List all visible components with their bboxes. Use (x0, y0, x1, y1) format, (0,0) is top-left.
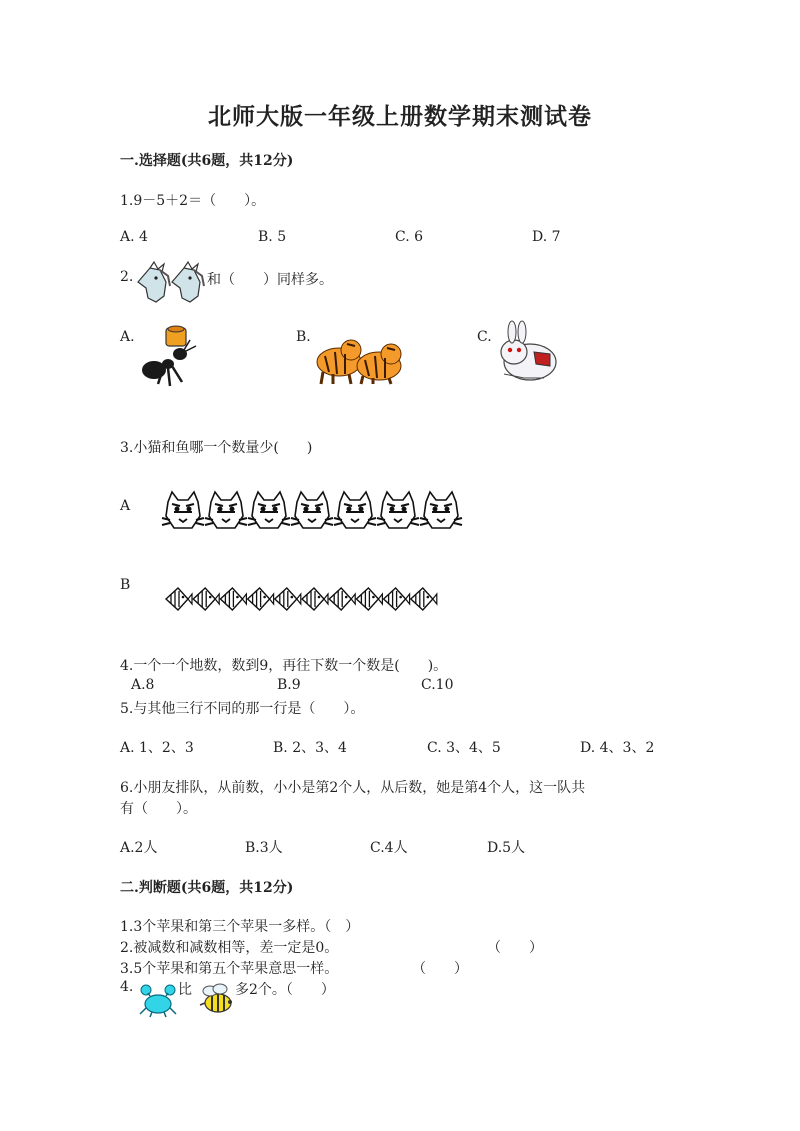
fish-icon (193, 588, 219, 610)
judgment-4-compare: 比 (178, 982, 192, 998)
q1-option-c: C. 6 (395, 229, 424, 245)
q5-option-a: A. 1、2、3 (120, 740, 194, 756)
fish-icon (329, 588, 355, 610)
page-title: 北师大版一年级上册数学期末测试卷 (208, 103, 592, 130)
cat-face-icon (205, 492, 247, 528)
question-6-line-1: 6.小朋友排队，从前数，小小是第2个人，从后数，她是第4个人，这一队共 (120, 780, 586, 796)
cat-face-icon (420, 492, 462, 528)
q2-option-b: B. (296, 329, 311, 345)
q3-row-a-label: A (120, 498, 131, 514)
crab-image (138, 982, 178, 1018)
q2-option-a: A. (120, 329, 135, 345)
q5-option-c: C. 3、4、5 (427, 740, 501, 756)
q2-option-c: C. (477, 329, 492, 345)
judgment-3: 3.5个苹果和第五个苹果意思一样。 (120, 961, 339, 977)
fish-icon (356, 588, 382, 610)
question-1: 1.9－5＋2＝（ ）。 (120, 193, 266, 209)
q1-option-b: B. 5 (258, 229, 287, 245)
question-6-line-2: 有（ ）。 (120, 801, 197, 817)
fish-icon (411, 588, 437, 610)
fish-row (164, 586, 444, 614)
judgment-1: 1.3个苹果和第三个苹果一多样。（ ） (120, 919, 360, 935)
section-heading-judgment: 二.判断题(共6题，共12分) (120, 880, 294, 896)
tiger-1 (317, 340, 361, 384)
rabbit-image (494, 322, 564, 386)
judgment-2-paren: （ ） (487, 940, 543, 956)
question-4: 4.一个一个地数，数到9，再往下数一个数是( )。 (120, 658, 448, 674)
q4-option-a: A.8 (131, 677, 155, 693)
judgment-4-prefix: 4. (120, 979, 134, 995)
cat-face-icon (334, 492, 376, 528)
horse-head-1 (138, 262, 170, 302)
q5-option-b: B. 2、3、4 (273, 740, 347, 756)
cat-face-icon (248, 492, 290, 528)
fish-icon (302, 588, 328, 610)
q1-option-a: A. 4 (120, 229, 148, 245)
judgment-4-text: 多2个。（ ） (235, 982, 335, 998)
fish-icon (248, 588, 274, 610)
fish-icon (166, 588, 192, 610)
judgment-2: 2.被减数和减数相等，差一定是0。 (120, 940, 339, 956)
q4-option-b: B.9 (277, 677, 301, 693)
fish-icon (220, 588, 246, 610)
cat-face-icon (291, 492, 333, 528)
q6-option-a: A.2人 (120, 840, 158, 856)
question-3: 3.小猫和鱼哪一个数量少( ) (120, 440, 313, 456)
cat-face-icon (377, 492, 419, 528)
tigers-image (315, 328, 403, 388)
q6-option-d: D.5人 (487, 840, 526, 856)
cat-face-icon (162, 492, 204, 528)
horses-image (134, 262, 206, 304)
q4-option-c: C.10 (421, 677, 454, 693)
question-5: 5.与其他三行不同的那一行是（ ）。 (120, 701, 365, 717)
ant-image (140, 324, 200, 388)
section-heading-choice: 一.选择题(共6题，共12分) (120, 153, 294, 169)
q6-option-c: C.4人 (370, 840, 408, 856)
q1-option-d: D. 7 (532, 229, 561, 245)
q6-option-b: B.3人 (245, 840, 283, 856)
q3-row-b-label: B (120, 577, 131, 593)
fish-icon (384, 588, 410, 610)
question-2-text: 和（ ）同样多。 (207, 272, 333, 288)
judgment-3-paren: （ ） (412, 961, 468, 977)
q5-option-d: D. 4、3、2 (580, 740, 655, 756)
cats-row (162, 492, 472, 532)
tiger-2 (357, 344, 401, 384)
horse-head-2 (172, 262, 204, 302)
question-2-prefix: 2. (120, 269, 134, 285)
fish-icon (275, 588, 301, 610)
bee-image (196, 983, 236, 1017)
